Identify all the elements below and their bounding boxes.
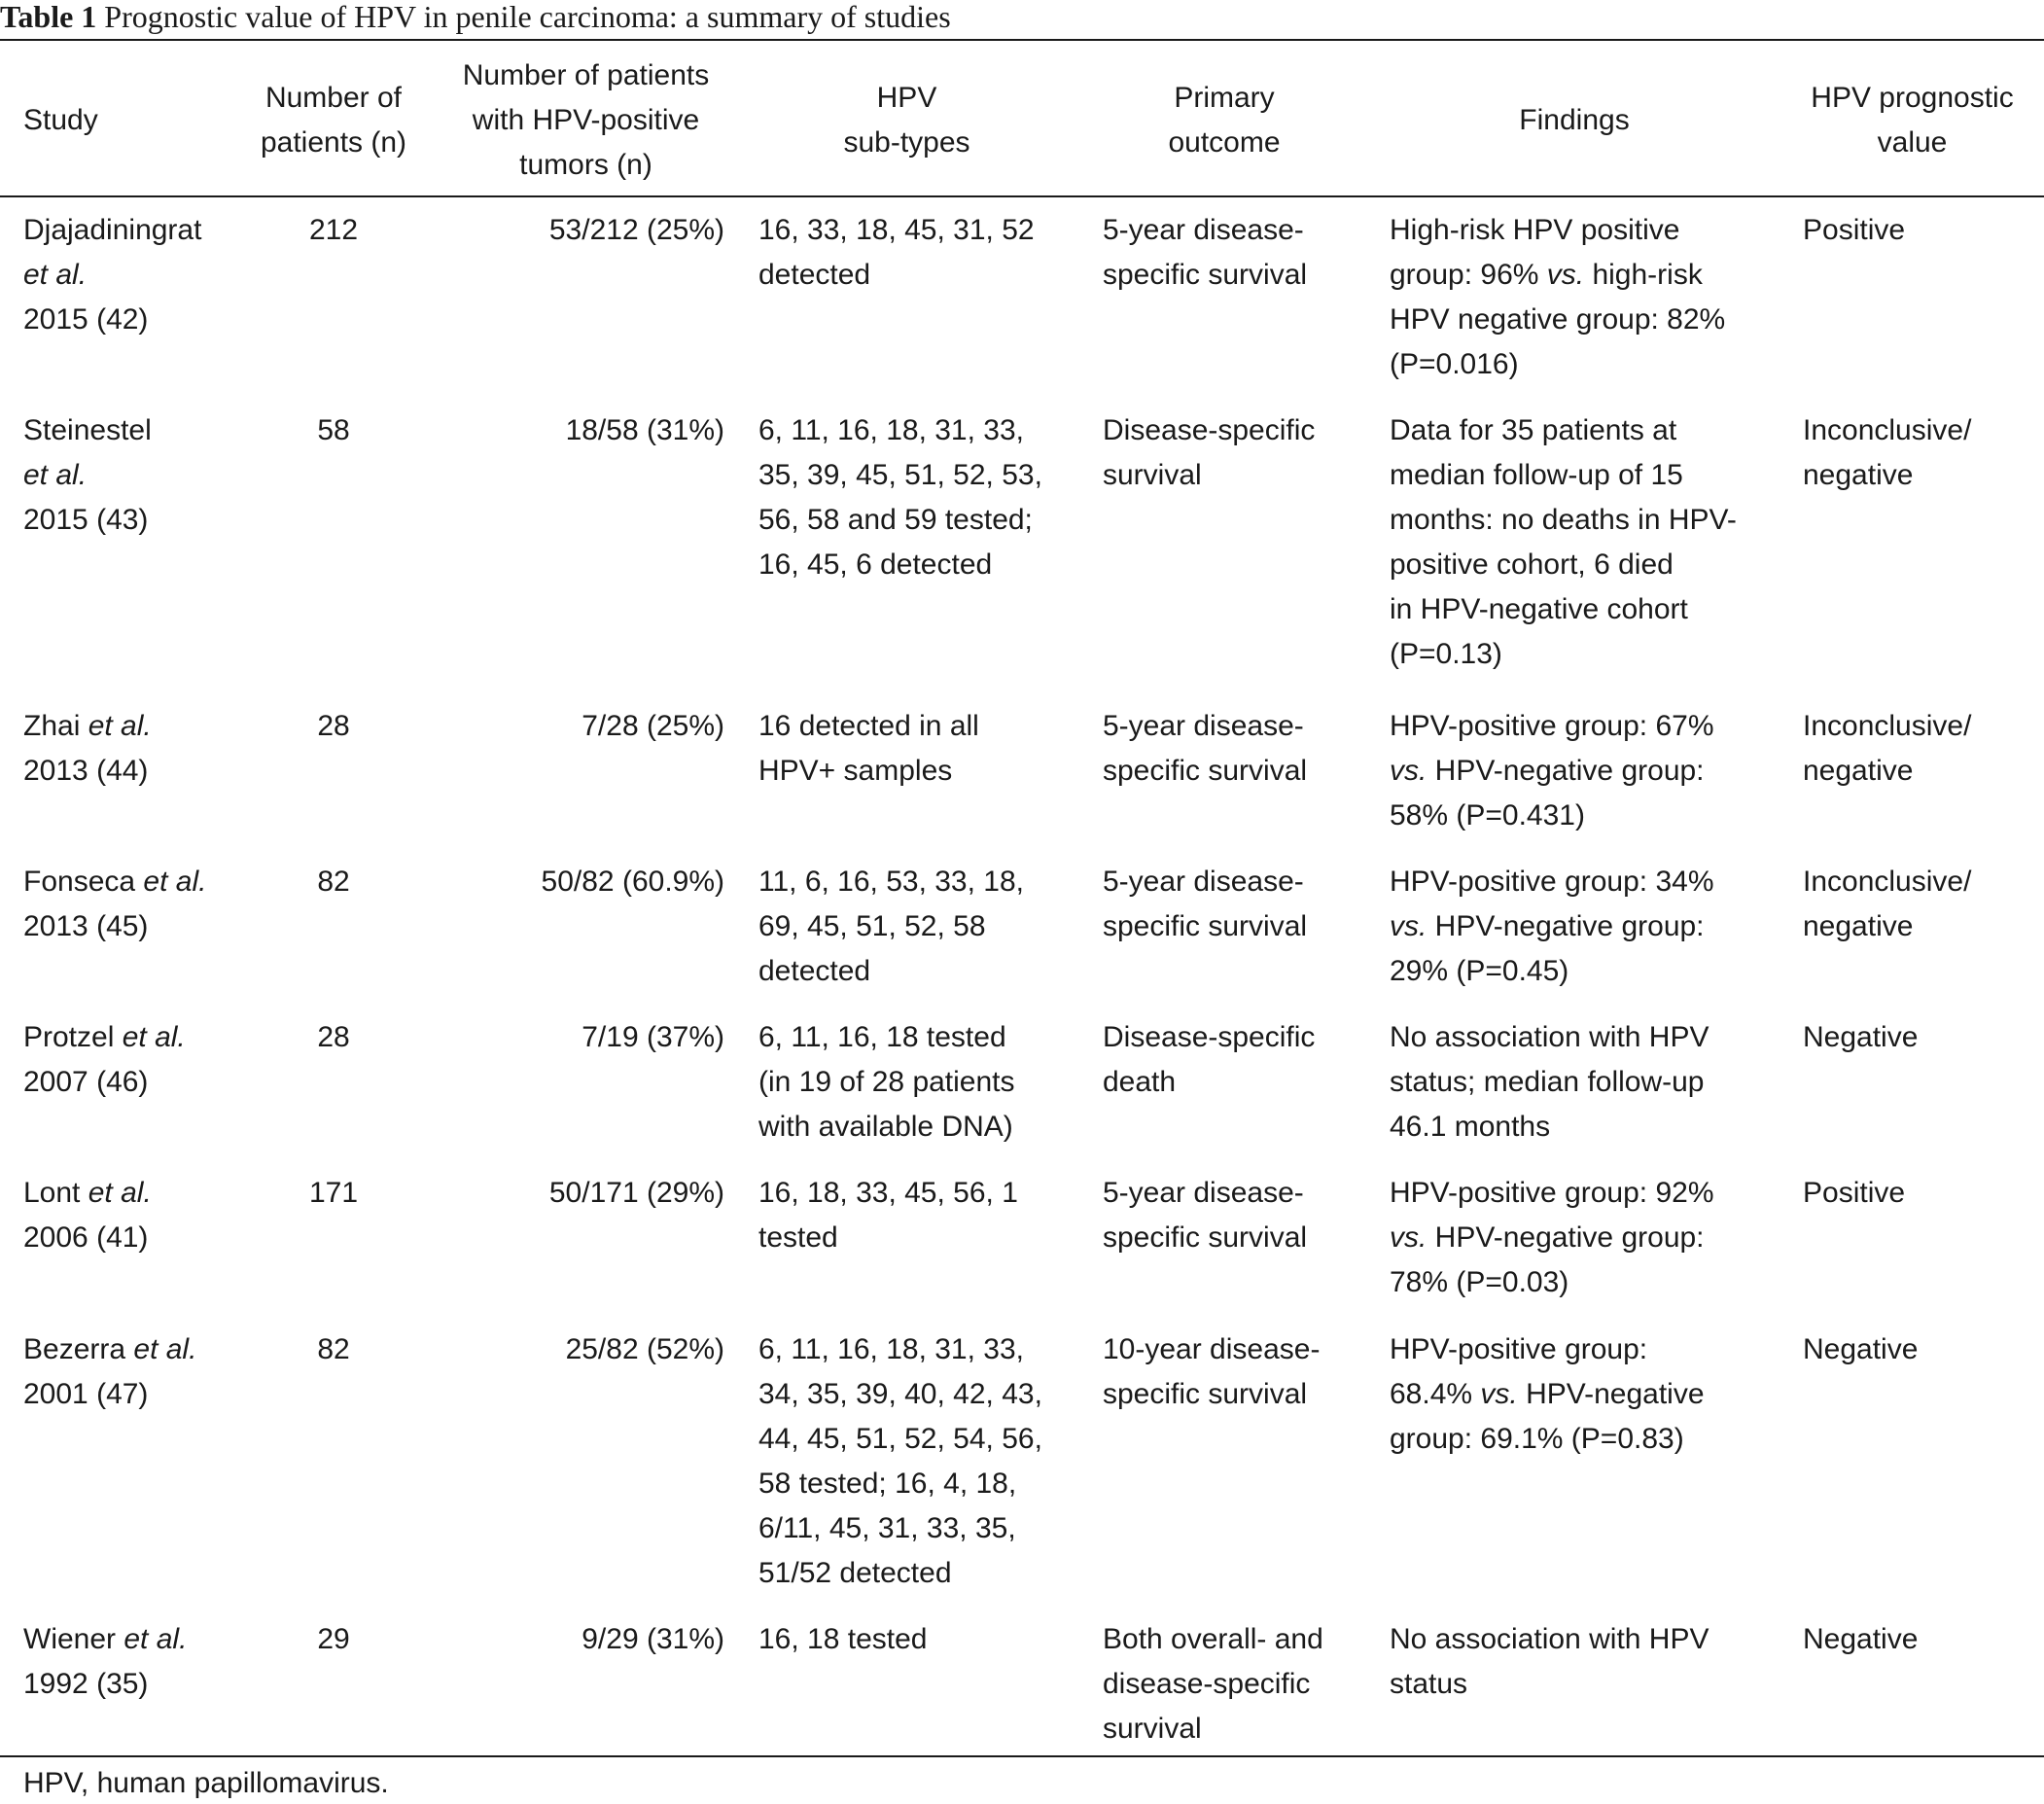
cell-subtypes: 6, 11, 16, 18 tested (in 19 of 28 patients with available DNA) xyxy=(758,1021,1015,1143)
cell-outcome: 5-year disease- specific survival xyxy=(1103,866,1308,942)
cell-findings: HPV-positive group: 67% vs. HPV-negative group: 58% (P=0.431) xyxy=(1390,710,1714,831)
cell-findings: Data for 35 patients at median follow-up of 15 months: no deaths in HPV- positive cohort, 6 died in HPV-negative cohort (P=0.13) xyxy=(1390,414,1737,670)
cell-hpv-positive: 25/82 (52%) xyxy=(565,1333,724,1365)
table-header-row xyxy=(0,53,2044,189)
cell-subtypes: 6, 11, 16, 18, 31, 33, 34, 35, 39, 40, 42, 43, 44, 45, 51, 52, 54, 56, 58 tested; 16, 4, 18, 6/11, 45, 31, 33, 35, 51/52 detected xyxy=(758,1333,1042,1589)
cell-prognostic-value: Inconclusive/ negative xyxy=(1803,866,1972,942)
header-hpv-prognostic-value: HPV prognostic value xyxy=(1811,82,2014,159)
cell-outcome: Both overall- and disease-specific survival xyxy=(1103,1623,1323,1745)
cell-study: Zhai et al. 2013 (44) xyxy=(23,710,152,787)
header-rule xyxy=(0,195,2044,197)
table-label: Table 1 xyxy=(0,0,97,34)
cell-study: Lont et al. 2006 (41) xyxy=(23,1177,152,1254)
cell-study: Wiener et al. 1992 (35) xyxy=(23,1623,188,1700)
header-hpv-positive: Number of patients with HPV-positive tumors (n) xyxy=(462,59,710,181)
cell-findings: HPV-positive group: 92% vs. HPV-negative group: 78% (P=0.03) xyxy=(1390,1177,1714,1298)
cell-subtypes: 6, 11, 16, 18, 31, 33, 35, 39, 45, 51, 52, 53, 56, 58 and 59 tested; 16, 45, 6 detected xyxy=(758,414,1042,581)
cell-subtypes: 16 detected in all HPV+ samples xyxy=(758,710,979,787)
table-caption xyxy=(0,0,951,39)
cell-subtypes: 16, 33, 18, 45, 31, 52 detected xyxy=(758,214,1035,291)
cell-hpv-positive: 50/82 (60.9%) xyxy=(541,866,724,898)
cell-outcome: 5-year disease- specific survival xyxy=(1103,214,1308,291)
cell-patients: 82 xyxy=(317,1333,350,1365)
cell-prognostic-value: Inconclusive/ negative xyxy=(1803,414,1972,491)
cell-hpv-positive: 9/29 (31%) xyxy=(581,1623,724,1655)
cell-findings: High-risk HPV positive group: 96% vs. high-risk HPV negative group: 82% (P=0.016) xyxy=(1390,214,1726,380)
header-number-of-patients: Number of patients (n) xyxy=(260,82,407,159)
cell-hpv-positive: 53/212 (25%) xyxy=(548,214,724,246)
cell-prognostic-value: Negative xyxy=(1803,1333,1919,1365)
cell-study: Bezerra et al. 2001 (47) xyxy=(23,1333,197,1410)
cell-patients: 82 xyxy=(317,866,350,898)
cell-patients: 212 xyxy=(308,214,359,246)
cell-hpv-positive: 50/171 (29%) xyxy=(548,1177,724,1209)
cell-patients: 171 xyxy=(308,1177,359,1209)
cell-prognostic-value: Positive xyxy=(1803,1177,1906,1209)
cell-prognostic-value: Negative xyxy=(1803,1623,1919,1655)
cell-findings: HPV-positive group: 34% vs. HPV-negative group: 29% (P=0.45) xyxy=(1390,866,1714,987)
cell-findings: No association with HPV status xyxy=(1390,1623,1709,1700)
cell-outcome: 10-year disease- specific survival xyxy=(1103,1333,1321,1410)
table-footnote: HPV, human papillomavirus. xyxy=(23,1767,389,1799)
header-hpv-subtypes: HPV sub-types xyxy=(843,82,970,159)
cell-hpv-positive: 7/19 (37%) xyxy=(581,1021,724,1053)
cell-prognostic-value: Positive xyxy=(1803,214,1906,246)
top-rule xyxy=(0,39,2044,41)
table-title: Prognostic value of HPV in penile carcinoma: a summary of studies xyxy=(104,0,951,34)
cell-subtypes: 11, 6, 16, 53, 33, 18, 69, 45, 51, 52, 58 detected xyxy=(758,866,1024,987)
bottom-rule xyxy=(0,1755,2044,1757)
cell-subtypes: 16, 18 tested xyxy=(758,1623,928,1655)
cell-outcome: 5-year disease- specific survival xyxy=(1103,1177,1308,1254)
cell-study: Steinestel et al. 2015 (43) xyxy=(23,414,152,536)
cell-findings: HPV-positive group: 68.4% vs. HPV-negative group: 69.1% (P=0.83) xyxy=(1390,1333,1705,1455)
header-primary-outcome: Primary outcome xyxy=(1168,82,1281,159)
cell-patients: 58 xyxy=(317,414,350,446)
cell-study: Protzel et al. 2007 (46) xyxy=(23,1021,186,1098)
cell-findings: No association with HPV status; median follow-up 46.1 months xyxy=(1390,1021,1709,1143)
header-study: Study xyxy=(23,104,98,136)
cell-subtypes: 16, 18, 33, 45, 56, 1 tested xyxy=(758,1177,1018,1254)
cell-outcome: Disease-specific death xyxy=(1103,1021,1316,1098)
cell-outcome: Disease-specific survival xyxy=(1103,414,1316,491)
cell-study: Fonseca et al. 2013 (45) xyxy=(23,866,207,942)
cell-hpv-positive: 18/58 (31%) xyxy=(565,414,724,446)
cell-hpv-positive: 7/28 (25%) xyxy=(581,710,724,742)
cell-patients: 29 xyxy=(317,1623,350,1655)
cell-outcome: 5-year disease- specific survival xyxy=(1103,710,1308,787)
cell-study: Djajadiningrat et al. 2015 (42) xyxy=(23,214,202,336)
cell-patients: 28 xyxy=(317,1021,350,1053)
cell-prognostic-value: Negative xyxy=(1803,1021,1919,1053)
cell-patients: 28 xyxy=(317,710,350,742)
header-findings: Findings xyxy=(1519,104,1630,136)
cell-prognostic-value: Inconclusive/ negative xyxy=(1803,710,1972,787)
